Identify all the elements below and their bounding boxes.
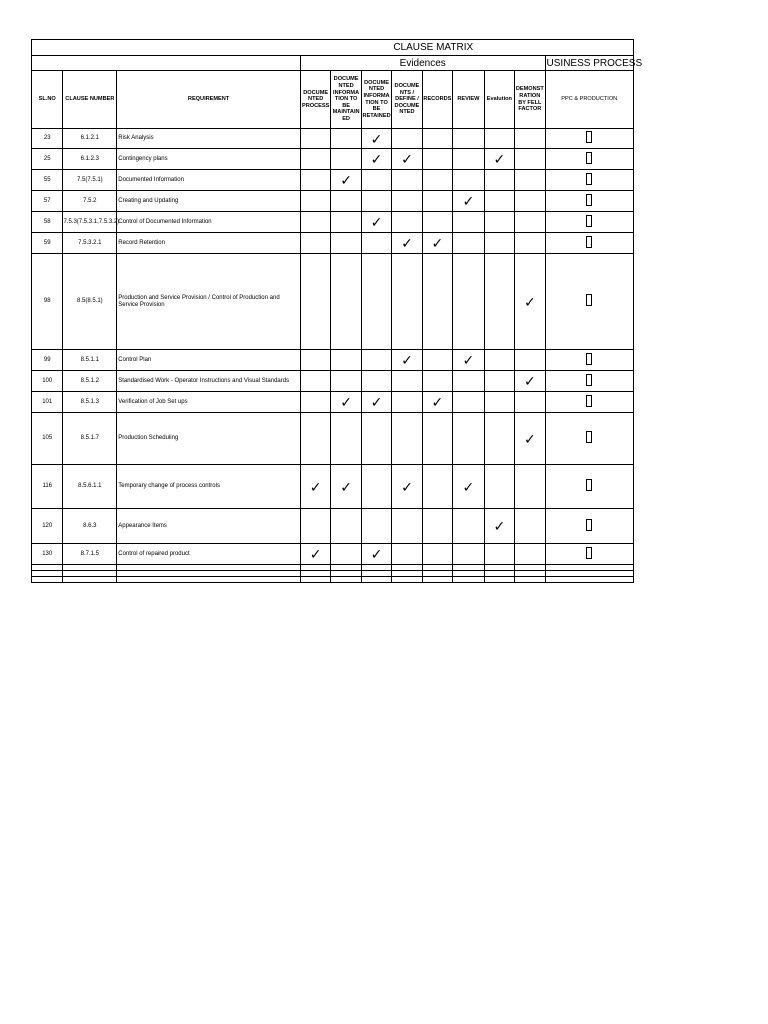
empty-cell: [545, 577, 633, 583]
evidence-cell: [331, 350, 361, 371]
evidence-cell: [453, 465, 485, 509]
sl-no-cell: 100: [32, 371, 63, 392]
evidence-cell: [331, 129, 361, 149]
evidence-cell: [300, 350, 330, 371]
matrix-title: CLAUSE MATRIX: [32, 40, 485, 56]
evidence-cell: [453, 129, 485, 149]
table-row: [32, 465, 634, 509]
table-row: [32, 371, 634, 392]
evidence-cell: [300, 392, 330, 413]
check-icon: ✓: [462, 193, 475, 209]
business-process-cell: [545, 465, 633, 509]
evidence-cell: [484, 413, 514, 465]
business-process-cell: [545, 413, 633, 465]
clause-number-cell: 8.5(8.5.1): [63, 254, 117, 350]
sl-no-cell: 116: [32, 465, 63, 509]
empty-checkbox-icon: [586, 519, 592, 531]
sl-no-cell: 105: [32, 413, 63, 465]
clause-matrix-table: [31, 39, 643, 583]
evidence-cell: [484, 129, 514, 149]
requirement-cell: Appearance Items: [117, 509, 301, 544]
empty-cell: [300, 577, 330, 583]
check-icon: ✓: [493, 518, 506, 534]
evidence-cell: [300, 544, 330, 565]
evidence-cell: [300, 509, 330, 544]
evidence-cell: [515, 392, 545, 413]
evidence-cell: [300, 233, 330, 254]
check-icon: ✓: [431, 394, 444, 410]
empty-checkbox-icon: [586, 353, 592, 365]
header-clause-number: CLAUSE NUMBER: [63, 71, 117, 129]
evidence-cell: [331, 212, 361, 233]
evidence-cell: [515, 191, 545, 212]
table-row: [32, 509, 634, 544]
evidence-cell: [484, 544, 514, 565]
check-icon: ✓: [370, 130, 383, 147]
evidence-cell: [422, 544, 452, 565]
evidence-cell: [453, 544, 485, 565]
evidence-cell: [422, 509, 452, 544]
evidence-cell: [515, 350, 545, 371]
evidence-cell: [392, 149, 422, 170]
table-row: [32, 392, 634, 413]
clause-number-cell: 8.5.1.1: [63, 350, 117, 371]
check-icon: ✓: [401, 352, 413, 368]
evidence-cell: [422, 191, 452, 212]
business-process-cell: [545, 170, 633, 191]
empty-cell: [453, 577, 485, 583]
header-records: RECORDS: [422, 71, 452, 129]
evidence-cell: [422, 371, 452, 392]
requirement-cell: Temporary change of process controls: [117, 465, 301, 509]
sl-no-cell: 59: [32, 233, 63, 254]
evidence-cell: [361, 149, 391, 170]
table-row: [32, 544, 634, 565]
evidence-cell: [453, 233, 485, 254]
evidence-cell: [361, 191, 391, 212]
empty-cell: [484, 577, 514, 583]
evidence-cell: [515, 509, 545, 544]
sl-no-cell: 55: [32, 170, 63, 191]
clause-matrix-sheet: [31, 39, 643, 583]
evidence-cell: [515, 212, 545, 233]
evidence-cell: [422, 465, 452, 509]
evidence-cell: [484, 191, 514, 212]
evidence-cell: [422, 233, 452, 254]
clause-number-cell: 7.5.3(7.5.3.1,7.5.3.2): [63, 212, 117, 233]
check-icon: ✓: [370, 394, 383, 410]
business-process-cell: [545, 129, 633, 149]
check-icon: ✓: [523, 373, 536, 389]
requirement-cell: Production and Service Provision / Control of Production and Service Provision: [117, 254, 301, 350]
evidence-cell: [453, 509, 485, 544]
evidence-cell: [484, 170, 514, 191]
empty-checkbox-icon: [586, 374, 592, 386]
check-icon: ✓: [523, 430, 536, 447]
evidence-cell: [515, 149, 545, 170]
header-doc-info-maintained: DOCUME NTED INFORMA TION TO BE MAINTAIN ED: [331, 71, 361, 129]
business-process-cell: [545, 509, 633, 544]
evidence-cell: [392, 212, 422, 233]
evidence-cell: [422, 170, 452, 191]
empty-checkbox-icon: [586, 194, 592, 206]
evidence-cell: [515, 254, 545, 350]
sl-no-cell: 23: [32, 129, 63, 149]
clause-number-cell: 7.5(7.5.1): [63, 170, 117, 191]
evidence-cell: [484, 149, 514, 170]
evidence-cell: [300, 371, 330, 392]
table-row: [32, 254, 634, 350]
header-documents-defined: DOCUME NTS / DEFINE / DOCUME NTED: [392, 71, 422, 129]
business-process-header: USINESS PROCESS: [546, 57, 643, 69]
empty-checkbox-icon: [586, 395, 592, 407]
evidence-cell: [361, 254, 391, 350]
sl-no-cell: 98: [32, 254, 63, 350]
evidence-cell: [422, 149, 452, 170]
business-process-cell: [545, 212, 633, 233]
evidence-cell: [331, 509, 361, 544]
table-row: [32, 149, 634, 170]
evidence-cell: [392, 392, 422, 413]
evidence-cell: [392, 509, 422, 544]
evidence-cell: [484, 509, 514, 544]
evidence-cell: [361, 212, 391, 233]
clause-number-cell: 7.5.3.2.1: [63, 233, 117, 254]
check-icon: ✓: [309, 546, 322, 562]
evidence-cell: [331, 413, 361, 465]
business-process-cell: [545, 254, 633, 350]
evidence-cell: [422, 254, 452, 350]
evidence-cell: [361, 371, 391, 392]
evidence-cell: [392, 129, 422, 149]
evidence-cell: [484, 254, 514, 350]
evidence-cell: [484, 392, 514, 413]
header-documented-process: DOCUME NTED PROCESS: [300, 71, 330, 129]
group-header-blank: [32, 56, 301, 71]
requirement-cell: Creating and Updating: [117, 191, 301, 212]
requirement-cell: Standardised Work - Operator Instructions and Visual Standards: [117, 371, 301, 392]
table-row: [32, 170, 634, 191]
empty-cell: [331, 577, 361, 583]
empty-cell: [63, 577, 117, 583]
empty-cell: [392, 577, 422, 583]
clause-number-cell: 8.5.1.7: [63, 413, 117, 465]
evidence-cell: [361, 413, 391, 465]
business-process-cell: [545, 149, 633, 170]
requirement-cell: Verification of Job Set ups: [117, 392, 301, 413]
evidence-cell: [515, 413, 545, 465]
empty-checkbox-icon: [586, 547, 592, 559]
business-process-cell: [545, 191, 633, 212]
evidence-cell: [331, 170, 361, 191]
evidence-cell: [361, 465, 391, 509]
requirement-cell: Control Plan: [117, 350, 301, 371]
evidence-cell: [300, 170, 330, 191]
empty-checkbox-icon: [586, 131, 592, 143]
check-icon: ✓: [401, 235, 413, 251]
empty-checkbox-icon: [586, 173, 592, 185]
table-row: [32, 233, 634, 254]
clause-number-cell: 6.1.2.3: [63, 149, 117, 170]
evidence-cell: [392, 413, 422, 465]
evidence-cell: [484, 212, 514, 233]
empty-cell: [32, 577, 63, 583]
empty-cell: [515, 577, 545, 583]
business-process-cell: [545, 544, 633, 565]
evidence-cell: [361, 129, 391, 149]
table-row: [32, 129, 634, 149]
empty-cell: [422, 577, 452, 583]
evidence-cell: [392, 170, 422, 191]
evidence-cell: [422, 392, 452, 413]
evidence-cell: [484, 233, 514, 254]
clause-number-cell: 8.5.1.2: [63, 371, 117, 392]
sl-no-cell: 58: [32, 212, 63, 233]
evidence-cell: [453, 170, 485, 191]
empty-checkbox-icon: [586, 236, 592, 248]
evidence-cell: [484, 465, 514, 509]
evidence-cell: [300, 413, 330, 465]
evidence-cell: [422, 129, 452, 149]
business-process-cell: [545, 392, 633, 413]
header-demonstration: DEMONST RATION BY FELL FACTOR: [515, 71, 545, 129]
check-icon: ✓: [401, 151, 413, 167]
evidence-cell: [484, 371, 514, 392]
check-icon: ✓: [340, 172, 352, 188]
table-row: [32, 212, 634, 233]
evidence-cell: [361, 509, 391, 544]
requirement-cell: Production Scheduling: [117, 413, 301, 465]
empty-cell: [117, 577, 301, 583]
header-evaluation: Evalution: [484, 71, 514, 129]
evidence-cell: [515, 544, 545, 565]
clause-number-cell: 6.1.2.1: [63, 129, 117, 149]
evidence-cell: [300, 212, 330, 233]
group-header-row: [32, 56, 634, 71]
requirement-cell: Control of repaired product: [117, 544, 301, 565]
evidence-cell: [453, 350, 485, 371]
evidence-cell: [453, 392, 485, 413]
empty-cell: [361, 577, 391, 583]
evidence-cell: [453, 371, 485, 392]
clause-number-cell: 8.6.3: [63, 509, 117, 544]
evidence-cell: [422, 350, 452, 371]
evidence-cell: [453, 149, 485, 170]
business-process-cell: [545, 350, 633, 371]
evidence-cell: [392, 544, 422, 565]
evidence-cell: [331, 465, 361, 509]
check-icon: ✓: [462, 478, 475, 495]
evidence-cell: [515, 233, 545, 254]
business-process-cell: [545, 233, 633, 254]
table-row: [32, 413, 634, 465]
business-process-cell: [545, 371, 633, 392]
requirement-cell: Contingency plans: [117, 149, 301, 170]
empty-checkbox-icon: [586, 215, 592, 227]
evidence-cell: [300, 149, 330, 170]
evidence-cell: [361, 544, 391, 565]
evidence-cell: [331, 544, 361, 565]
header-doc-info-retained: DOCUME NTED INFORMA TION TO BE RETAINED: [361, 71, 391, 129]
requirement-cell: Record Retention: [117, 233, 301, 254]
evidence-cell: [453, 254, 485, 350]
check-icon: ✓: [431, 235, 444, 251]
sl-no-cell: 57: [32, 191, 63, 212]
check-icon: ✓: [309, 478, 322, 495]
table-row: [32, 350, 634, 371]
evidence-cell: [392, 465, 422, 509]
evidence-cell: [392, 350, 422, 371]
empty-checkbox-icon: [586, 431, 592, 443]
evidence-cell: [361, 392, 391, 413]
evidence-cell: [422, 212, 452, 233]
clause-number-cell: 8.5.1.3: [63, 392, 117, 413]
header-review: REVIEW: [453, 71, 485, 129]
check-icon: ✓: [370, 546, 383, 562]
evidence-cell: [331, 392, 361, 413]
evidence-cell: [361, 350, 391, 371]
check-icon: ✓: [370, 214, 383, 230]
header-slno: SL.NO: [32, 71, 63, 129]
evidence-cell: [361, 233, 391, 254]
evidence-cell: [484, 350, 514, 371]
evidence-cell: [300, 191, 330, 212]
evidence-cell: [422, 413, 452, 465]
check-icon: ✓: [493, 151, 506, 167]
evidence-cell: [300, 254, 330, 350]
evidence-cell: [453, 413, 485, 465]
evidence-cell: [392, 371, 422, 392]
sl-no-cell: 99: [32, 350, 63, 371]
empty-checkbox-icon: [586, 152, 592, 164]
check-icon: ✓: [523, 293, 536, 310]
sl-no-cell: 120: [32, 509, 63, 544]
evidence-cell: [331, 149, 361, 170]
empty-checkbox-icon: [586, 479, 592, 491]
requirement-cell: Control of Documented Information: [117, 212, 301, 233]
check-icon: ✓: [401, 478, 413, 495]
requirement-cell: Documented Information: [117, 170, 301, 191]
column-header-row: [32, 71, 634, 129]
evidence-cell: [392, 191, 422, 212]
evidence-cell: [392, 233, 422, 254]
clause-number-cell: 8.7.1.5: [63, 544, 117, 565]
evidence-cell: [361, 170, 391, 191]
empty-row: [32, 577, 634, 583]
sl-no-cell: 25: [32, 149, 63, 170]
check-icon: ✓: [340, 478, 352, 495]
clause-number-cell: 8.5.6.1.1: [63, 465, 117, 509]
check-icon: ✓: [340, 394, 352, 410]
empty-checkbox-icon: [586, 294, 592, 306]
evidence-cell: [300, 465, 330, 509]
header-requirement: REQUIREMENT: [117, 71, 301, 129]
sl-no-cell: 130: [32, 544, 63, 565]
evidence-cell: [515, 170, 545, 191]
evidence-cell: [453, 191, 485, 212]
clause-number-cell: 7.5.2: [63, 191, 117, 212]
evidence-cell: [331, 233, 361, 254]
evidence-cell: [515, 129, 545, 149]
check-icon: ✓: [462, 352, 475, 368]
evidence-cell: [300, 129, 330, 149]
sl-no-cell: 101: [32, 392, 63, 413]
requirement-cell: Risk Analysis: [117, 129, 301, 149]
evidence-cell: [515, 465, 545, 509]
evidence-cell: [331, 371, 361, 392]
evidence-cell: [392, 254, 422, 350]
evidence-cell: [331, 191, 361, 212]
title-row: [32, 40, 634, 56]
evidence-cell: [453, 212, 485, 233]
evidences-header: Evidences: [300, 56, 545, 71]
evidence-cell: [515, 371, 545, 392]
header-ppc-production: PPC & PRODUCTION: [545, 71, 633, 129]
table-row: [32, 191, 634, 212]
check-icon: ✓: [370, 151, 383, 167]
evidence-cell: [331, 254, 361, 350]
